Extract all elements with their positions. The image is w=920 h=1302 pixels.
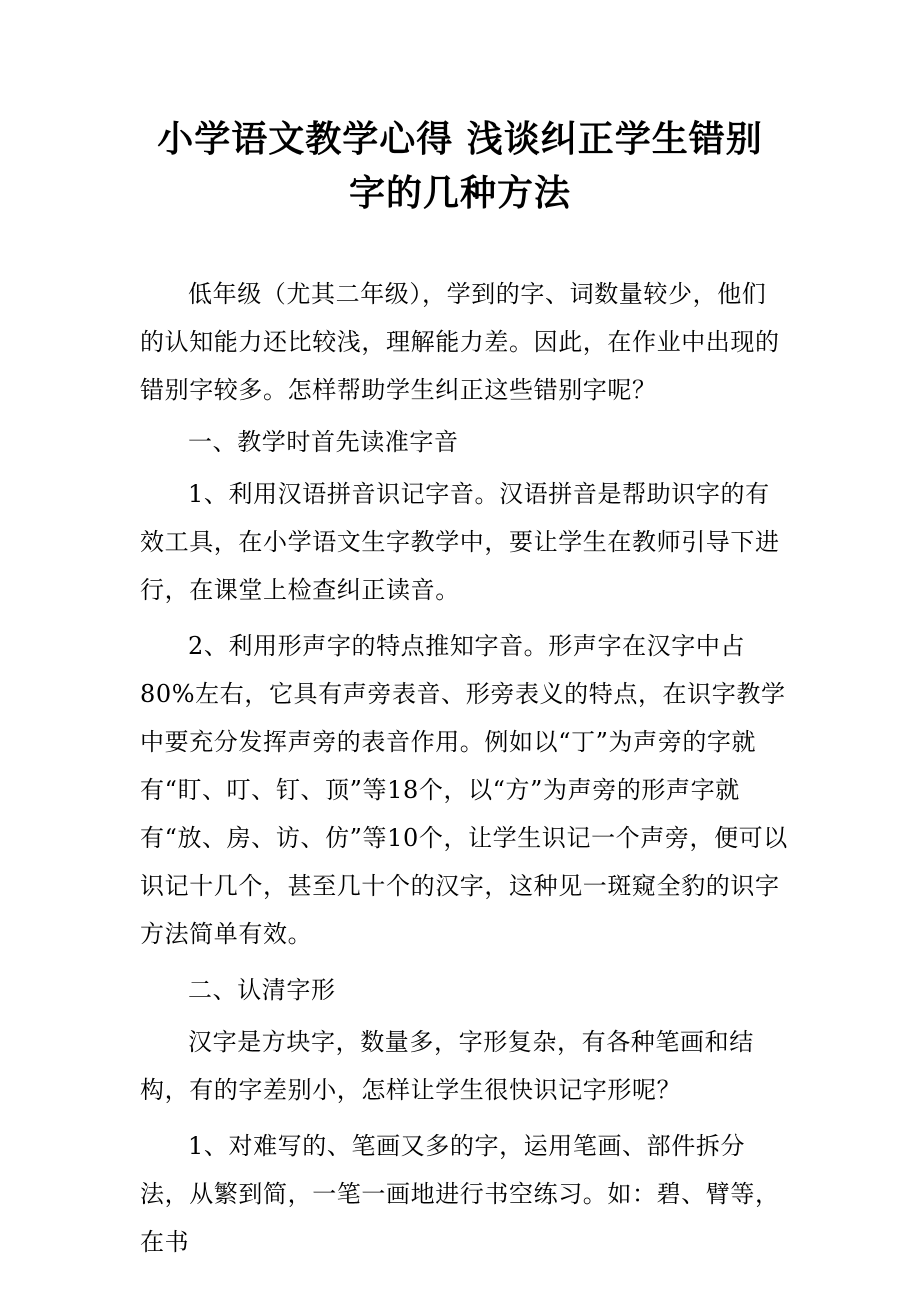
paragraph-stroke-split: 1、对难写的、笔画又多的字，运用笔画、部件拆分法，从繁到简，一笔一画地进行书空练习。如：碧、臂等，在书 (140, 1132, 780, 1256)
section-heading-1: 一、教学时首先读准字音 (188, 428, 459, 456)
title-line-2: 字的几种方法 (348, 172, 571, 214)
section-heading-2: 二、认清字形 (188, 976, 336, 1004)
document-body (140, 270, 790, 1266)
intro-paragraph: 低年级（尤其二年级），学到的字、词数量较少，他们的认知能力还比较浅，理解能力差。因此，在作业中出现的错别字较多。怎样帮助学生纠正这些错别字呢？ (140, 280, 780, 404)
title-line-1: 小学语文教学心得 浅谈纠正学生错别 (157, 118, 763, 160)
paragraph-glyph-shape: 汉字是方块字，数量多，字形复杂，有各种笔画和结构，有的字差别小，怎样让学生很快识记字形呢？ (140, 1028, 754, 1104)
paragraph-phonetic-compound: 2、利用形声字的特点推知字音。形声字在汉字中占80%左右，它具有声旁表音、形旁表义的特点，在识字教学中要充分发挥声旁的表音作用。例如以“丁”为声旁的字就有“盯、叮、钉、顶”等18个，以“方”为声旁的形声字就有“放、房、访、仿”等10个，让学生识记一个声旁，便可以识记十几个，甚至几十个的汉字，这种见一斑窥全豹的识字方法简单有效。 (140, 632, 788, 948)
document-title (120, 112, 800, 220)
paragraph-pinyin: 1、利用汉语拼音识记字音。汉语拼音是帮助识字的有效工具，在小学语文生字教学中，要让学生在教师引导下进行，在课堂上检查纠正读音。 (140, 480, 780, 604)
